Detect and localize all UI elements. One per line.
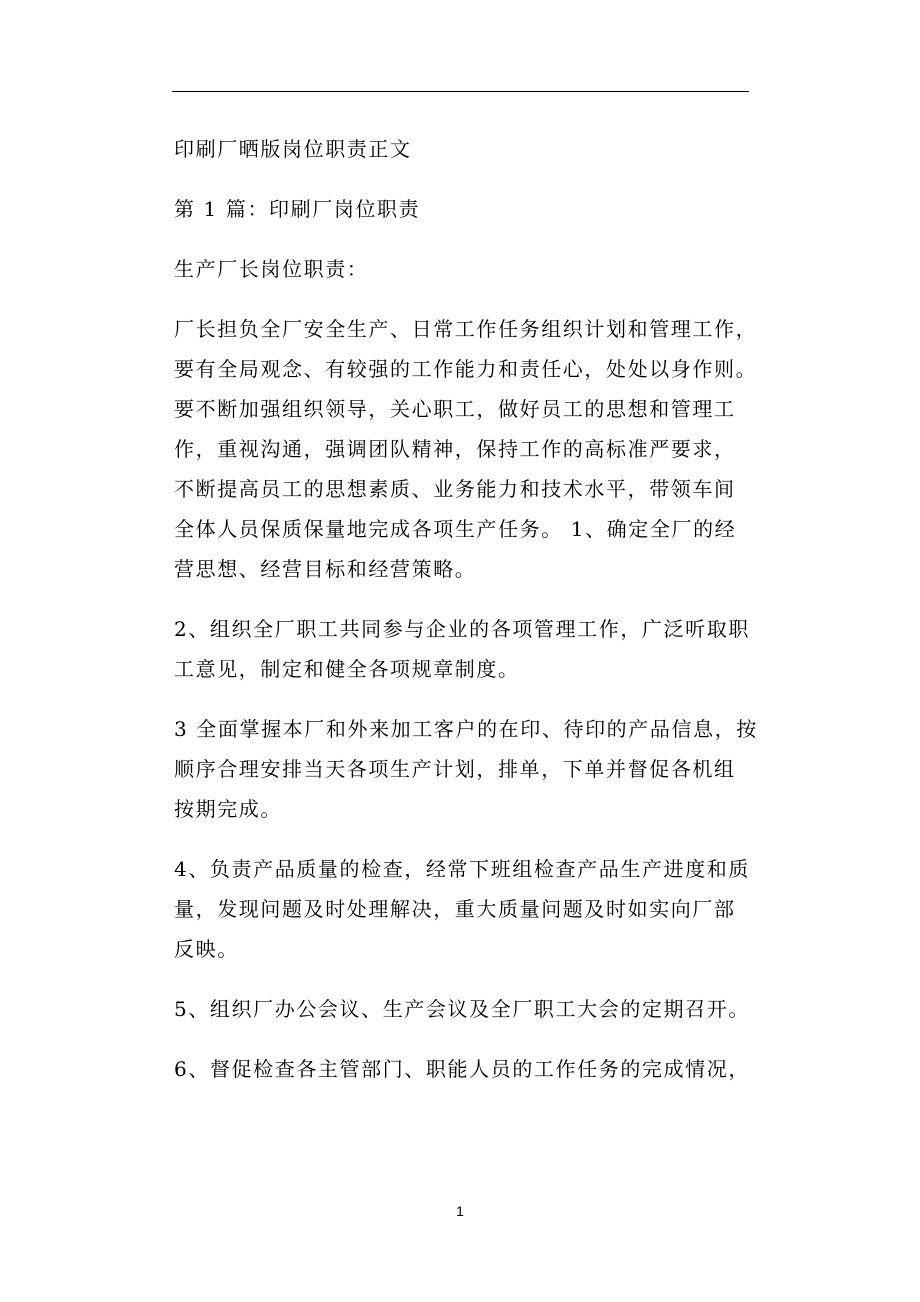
paragraph-4 — [174, 849, 749, 969]
paragraph-2 — [174, 609, 749, 689]
paragraph-line: 6、督促检查各主管部门、职能人员的工作任务的完成情况， — [174, 1057, 750, 1081]
paragraph-line: 作，重视沟通，强调团队精神，保持工作的高标准严要求， — [174, 437, 736, 461]
paragraph-line: 反映。 — [174, 937, 239, 961]
document-body — [174, 129, 758, 1089]
paragraph-line: 营思想、经营目标和经营策略。 — [174, 557, 477, 581]
paragraph-3 — [174, 709, 758, 829]
paragraph-1 — [174, 309, 758, 589]
paragraph-line: 量，发现问题及时处理解决，重大质量问题及时如实向厂部 — [174, 897, 736, 921]
header-rule — [172, 91, 749, 92]
paragraph-line: 顺序合理安排当天各项生产计划，排单，下单并督促各机组 — [174, 757, 736, 781]
paragraph-6 — [174, 1049, 749, 1089]
subheading: 生产厂长岗位职责： — [174, 257, 369, 281]
paragraph-line: 2、组织全厂职工共同参与企业的各项管理工作，广泛听取职 — [174, 617, 750, 641]
page-number: 1 — [456, 1203, 464, 1219]
document-title: 印刷厂晒版岗位职责正文 — [174, 137, 412, 161]
paragraph-line: 工意见，制定和健全各项规章制度。 — [174, 657, 520, 681]
paragraph-line: 4、负责产品质量的检查，经常下班组检查产品生产进度和质 — [174, 857, 750, 881]
paragraph-5 — [174, 989, 749, 1029]
paragraph-line: 要不断加强组织领导，关心职工，做好员工的思想和管理工 — [174, 397, 736, 421]
paragraph-line: 按期完成。 — [174, 797, 282, 821]
paragraph-line: 不断提高员工的思想素质、业务能力和技术水平，带领车间 — [174, 477, 736, 501]
paragraph-line: 要有全局观念、有较强的工作能力和责任心，处处以身作则。 — [174, 357, 758, 381]
section-heading: 第 1 篇：印刷厂岗位职责 — [174, 197, 421, 221]
paragraph-line: 厂长担负全厂安全生产、日常工作任务组织计划和管理工作， — [174, 317, 758, 341]
paragraph-line: 全体人员保质保量地完成各项生产任务。 1、确定全厂的经 — [174, 517, 737, 541]
paragraph-line: 5、组织厂办公会议、生产会议及全厂职工大会的定期召开。 — [174, 997, 750, 1021]
paragraph-line: 3 全面掌握本厂和外来加工客户的在印、待印的产品信息，按 — [174, 717, 758, 741]
